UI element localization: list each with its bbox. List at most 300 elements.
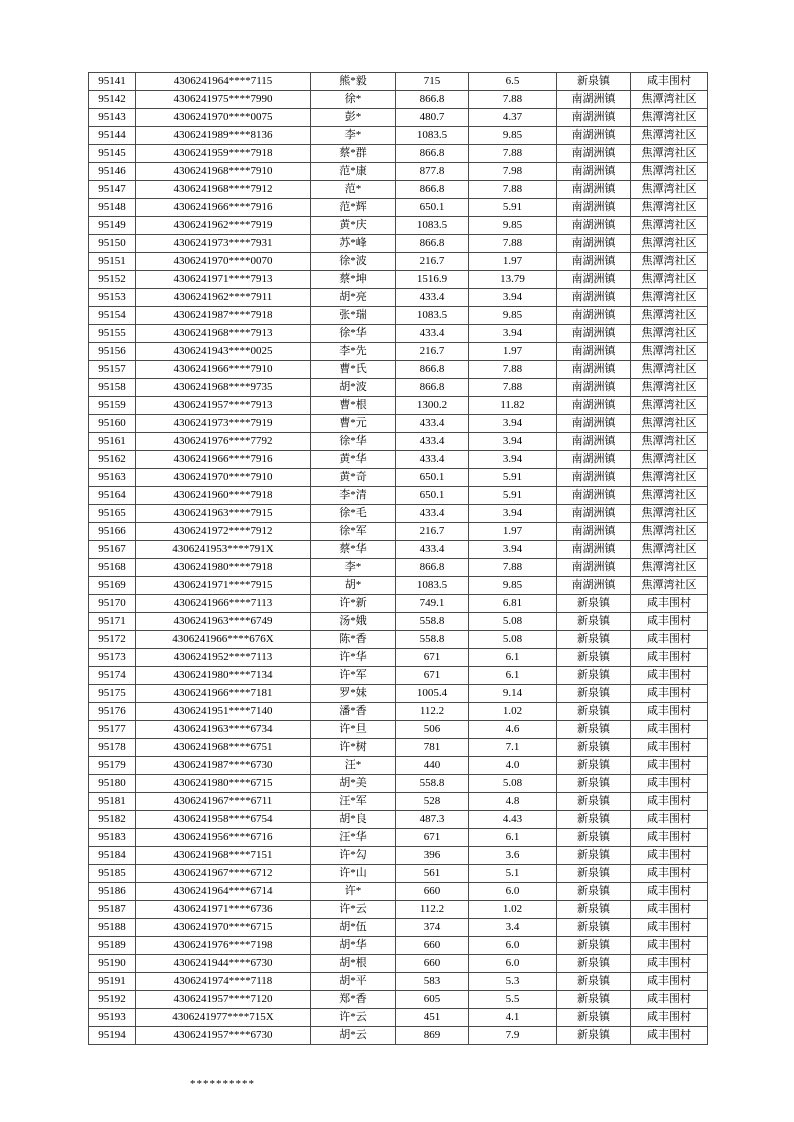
rate-cell: 7.88 [469,559,557,577]
id-number-cell: 4306241970****0070 [136,253,311,271]
village-cell: 焦潭湾社区 [631,343,708,361]
table-row [89,523,708,541]
beneficiary-table [88,72,708,1045]
town-cell: 南湖洲镇 [557,397,631,415]
name-cell: 徐*华 [311,433,396,451]
amount-cell: 506 [396,721,469,739]
name-cell: 黄*华 [311,451,396,469]
village-cell: 焦潭湾社区 [631,145,708,163]
rate-cell: 7.88 [469,235,557,253]
name-cell: 张*瑞 [311,307,396,325]
town-cell: 新泉镇 [557,955,631,973]
table-row [89,145,708,163]
id-number-cell: 4306241957****7913 [136,397,311,415]
id-number-cell: 4306241962****7911 [136,289,311,307]
rate-cell: 5.91 [469,487,557,505]
town-cell: 新泉镇 [557,685,631,703]
id-number-cell: 4306241967****6711 [136,793,311,811]
village-cell: 焦潭湾社区 [631,523,708,541]
town-cell: 新泉镇 [557,613,631,631]
id-number-cell: 4306241957****6730 [136,1027,311,1045]
amount-cell: 660 [396,955,469,973]
table-row [89,127,708,145]
town-cell: 南湖洲镇 [557,577,631,595]
table-row [89,919,708,937]
name-cell: 李* [311,559,396,577]
id-number-cell: 4306241977****715X [136,1009,311,1027]
village-cell: 咸丰围村 [631,901,708,919]
serial-number-cell: 95188 [89,919,136,937]
village-cell: 焦潭湾社区 [631,271,708,289]
id-number-cell: 4306241967****6712 [136,865,311,883]
table-row [89,505,708,523]
village-cell: 咸丰围村 [631,811,708,829]
table-row [89,253,708,271]
table-row [89,73,708,91]
name-cell: 范* [311,181,396,199]
rate-cell: 7.88 [469,379,557,397]
table-row [89,595,708,613]
serial-number-cell: 95180 [89,775,136,793]
id-number-cell: 4306241989****8136 [136,127,311,145]
town-cell: 新泉镇 [557,739,631,757]
table-row [89,271,708,289]
serial-number-cell: 95148 [89,199,136,217]
amount-cell: 480.7 [396,109,469,127]
town-cell: 新泉镇 [557,631,631,649]
name-cell: 范*康 [311,163,396,181]
town-cell: 南湖洲镇 [557,433,631,451]
serial-number-cell: 95172 [89,631,136,649]
amount-cell: 866.8 [396,361,469,379]
id-number-cell: 4306241963****7915 [136,505,311,523]
name-cell: 徐*毛 [311,505,396,523]
village-cell: 焦潭湾社区 [631,163,708,181]
town-cell: 南湖洲镇 [557,361,631,379]
id-number-cell: 4306241968****7913 [136,325,311,343]
town-cell: 南湖洲镇 [557,325,631,343]
serial-number-cell: 95182 [89,811,136,829]
id-number-cell: 4306241971****7915 [136,577,311,595]
town-cell: 南湖洲镇 [557,379,631,397]
amount-cell: 558.8 [396,613,469,631]
amount-cell: 866.8 [396,559,469,577]
town-cell: 南湖洲镇 [557,289,631,307]
rate-cell: 3.94 [469,541,557,559]
village-cell: 焦潭湾社区 [631,541,708,559]
name-cell: 潘*香 [311,703,396,721]
id-number-cell: 4306241966****676X [136,631,311,649]
id-number-cell: 4306241956****6716 [136,829,311,847]
rate-cell: 6.0 [469,955,557,973]
table-row [89,1009,708,1027]
serial-number-cell: 95146 [89,163,136,181]
name-cell: 胡*根 [311,955,396,973]
amount-cell: 866.8 [396,145,469,163]
id-number-cell: 4306241943****0025 [136,343,311,361]
village-cell: 咸丰围村 [631,1009,708,1027]
serial-number-cell: 95166 [89,523,136,541]
name-cell: 郑*香 [311,991,396,1009]
town-cell: 南湖洲镇 [557,127,631,145]
id-number-cell: 4306241980****7134 [136,667,311,685]
table-row [89,109,708,127]
village-cell: 咸丰围村 [631,667,708,685]
serial-number-cell: 95160 [89,415,136,433]
table-row [89,901,708,919]
name-cell: 苏*峰 [311,235,396,253]
amount-cell: 715 [396,73,469,91]
town-cell: 新泉镇 [557,847,631,865]
rate-cell: 4.0 [469,757,557,775]
serial-number-cell: 95142 [89,91,136,109]
town-cell: 新泉镇 [557,865,631,883]
town-cell: 新泉镇 [557,703,631,721]
table-row [89,343,708,361]
amount-cell: 605 [396,991,469,1009]
id-number-cell: 4306241973****7919 [136,415,311,433]
serial-number-cell: 95191 [89,973,136,991]
serial-number-cell: 95185 [89,865,136,883]
table-row [89,793,708,811]
town-cell: 南湖洲镇 [557,469,631,487]
name-cell: 胡*华 [311,937,396,955]
serial-number-cell: 95193 [89,1009,136,1027]
serial-number-cell: 95152 [89,271,136,289]
serial-number-cell: 95177 [89,721,136,739]
rate-cell: 3.94 [469,433,557,451]
serial-number-cell: 95171 [89,613,136,631]
amount-cell: 650.1 [396,487,469,505]
town-cell: 新泉镇 [557,901,631,919]
amount-cell: 433.4 [396,451,469,469]
serial-number-cell: 95144 [89,127,136,145]
village-cell: 焦潭湾社区 [631,235,708,253]
town-cell: 南湖洲镇 [557,109,631,127]
serial-number-cell: 95179 [89,757,136,775]
id-number-cell: 4306241980****6715 [136,775,311,793]
amount-cell: 374 [396,919,469,937]
table-row [89,829,708,847]
town-cell: 南湖洲镇 [557,541,631,559]
amount-cell: 433.4 [396,415,469,433]
amount-cell: 112.2 [396,901,469,919]
village-cell: 咸丰围村 [631,919,708,937]
rate-cell: 6.0 [469,883,557,901]
name-cell: 徐*波 [311,253,396,271]
table-row [89,649,708,667]
town-cell: 新泉镇 [557,721,631,739]
serial-number-cell: 95175 [89,685,136,703]
rate-cell: 13.79 [469,271,557,289]
id-number-cell: 4306241959****7918 [136,145,311,163]
id-number-cell: 4306241957****7120 [136,991,311,1009]
amount-cell: 558.8 [396,775,469,793]
rate-cell: 9.85 [469,127,557,145]
rate-cell: 6.5 [469,73,557,91]
village-cell: 焦潭湾社区 [631,559,708,577]
rate-cell: 4.6 [469,721,557,739]
amount-cell: 877.8 [396,163,469,181]
id-number-cell: 4306241951****7140 [136,703,311,721]
serial-number-cell: 95184 [89,847,136,865]
table-row [89,307,708,325]
name-cell: 汪* [311,757,396,775]
id-number-cell: 4306241966****7181 [136,685,311,703]
table-row [89,289,708,307]
serial-number-cell: 95186 [89,883,136,901]
table-row [89,541,708,559]
serial-number-cell: 95167 [89,541,136,559]
name-cell: 许*军 [311,667,396,685]
town-cell: 新泉镇 [557,757,631,775]
serial-number-cell: 95156 [89,343,136,361]
name-cell: 胡*伍 [311,919,396,937]
partial-row-masked-text: ********** [190,1078,255,1086]
serial-number-cell: 95187 [89,901,136,919]
town-cell: 南湖洲镇 [557,145,631,163]
name-cell: 陈*香 [311,631,396,649]
village-cell: 焦潭湾社区 [631,361,708,379]
village-cell: 焦潭湾社区 [631,415,708,433]
id-number-cell: 4306241963****6734 [136,721,311,739]
town-cell: 南湖洲镇 [557,523,631,541]
rate-cell: 1.02 [469,901,557,919]
table-row [89,847,708,865]
village-cell: 焦潭湾社区 [631,577,708,595]
name-cell: 曹*氏 [311,361,396,379]
amount-cell: 433.4 [396,325,469,343]
rate-cell: 9.85 [469,217,557,235]
id-number-cell: 4306241964****7115 [136,73,311,91]
name-cell: 曹*元 [311,415,396,433]
name-cell: 蔡*群 [311,145,396,163]
village-cell: 咸丰围村 [631,73,708,91]
table-row [89,559,708,577]
serial-number-cell: 95176 [89,703,136,721]
name-cell: 黄*庆 [311,217,396,235]
rate-cell: 3.4 [469,919,557,937]
amount-cell: 866.8 [396,379,469,397]
town-cell: 新泉镇 [557,829,631,847]
table-row [89,199,708,217]
amount-cell: 869 [396,1027,469,1045]
table-row [89,937,708,955]
amount-cell: 440 [396,757,469,775]
name-cell: 许*云 [311,901,396,919]
rate-cell: 9.14 [469,685,557,703]
rate-cell: 9.85 [469,307,557,325]
village-cell: 焦潭湾社区 [631,91,708,109]
village-cell: 咸丰围村 [631,829,708,847]
partial-next-row [88,1078,707,1086]
town-cell: 新泉镇 [557,793,631,811]
id-number-cell: 4306241970****6715 [136,919,311,937]
id-number-cell: 4306241974****7118 [136,973,311,991]
name-cell: 汤*娥 [311,613,396,631]
town-cell: 新泉镇 [557,667,631,685]
village-cell: 焦潭湾社区 [631,325,708,343]
rate-cell: 7.88 [469,181,557,199]
village-cell: 咸丰围村 [631,955,708,973]
village-cell: 咸丰围村 [631,775,708,793]
serial-number-cell: 95194 [89,1027,136,1045]
name-cell: 胡* [311,577,396,595]
town-cell: 南湖洲镇 [557,559,631,577]
town-cell: 南湖洲镇 [557,217,631,235]
table-row [89,811,708,829]
name-cell: 许*树 [311,739,396,757]
serial-number-cell: 95150 [89,235,136,253]
table-row [89,667,708,685]
serial-number-cell: 95164 [89,487,136,505]
serial-number-cell: 95157 [89,361,136,379]
village-cell: 焦潭湾社区 [631,397,708,415]
serial-number-cell: 95147 [89,181,136,199]
amount-cell: 396 [396,847,469,865]
serial-number-cell: 95151 [89,253,136,271]
table-row [89,487,708,505]
id-number-cell: 4306241966****7113 [136,595,311,613]
id-number-cell: 4306241963****6749 [136,613,311,631]
name-cell: 徐*军 [311,523,396,541]
id-number-cell: 4306241987****7918 [136,307,311,325]
serial-number-cell: 95183 [89,829,136,847]
town-cell: 新泉镇 [557,937,631,955]
rate-cell: 7.88 [469,361,557,379]
village-cell: 焦潭湾社区 [631,451,708,469]
village-cell: 焦潭湾社区 [631,181,708,199]
amount-cell: 433.4 [396,433,469,451]
name-cell: 许*华 [311,649,396,667]
table-row [89,379,708,397]
name-cell: 范*辉 [311,199,396,217]
rate-cell: 7.88 [469,91,557,109]
serial-number-cell: 95141 [89,73,136,91]
town-cell: 新泉镇 [557,73,631,91]
amount-cell: 866.8 [396,235,469,253]
name-cell: 胡*波 [311,379,396,397]
village-cell: 咸丰围村 [631,703,708,721]
amount-cell: 216.7 [396,253,469,271]
table-row [89,217,708,235]
serial-number-cell: 95165 [89,505,136,523]
table-row [89,955,708,973]
name-cell: 熊*毅 [311,73,396,91]
name-cell: 蔡*坤 [311,271,396,289]
village-cell: 咸丰围村 [631,739,708,757]
id-number-cell: 4306241975****7990 [136,91,311,109]
id-number-cell: 4306241962****7919 [136,217,311,235]
town-cell: 新泉镇 [557,649,631,667]
id-number-cell: 4306241971****6736 [136,901,311,919]
town-cell: 南湖洲镇 [557,199,631,217]
rate-cell: 5.08 [469,775,557,793]
rate-cell: 3.94 [469,505,557,523]
serial-number-cell: 95181 [89,793,136,811]
village-cell: 咸丰围村 [631,613,708,631]
name-cell: 蔡*华 [311,541,396,559]
rate-cell: 5.91 [469,469,557,487]
village-cell: 咸丰围村 [631,883,708,901]
amount-cell: 112.2 [396,703,469,721]
id-number-cell: 4306241966****7910 [136,361,311,379]
rate-cell: 3.94 [469,451,557,469]
rate-cell: 4.8 [469,793,557,811]
rate-cell: 1.97 [469,523,557,541]
table-row [89,991,708,1009]
id-number-cell: 4306241952****7113 [136,649,311,667]
village-cell: 咸丰围村 [631,757,708,775]
rate-cell: 7.9 [469,1027,557,1045]
serial-number-cell: 95190 [89,955,136,973]
table-row [89,163,708,181]
rate-cell: 6.0 [469,937,557,955]
table-row [89,235,708,253]
name-cell: 许* [311,883,396,901]
table-row [89,703,708,721]
amount-cell: 583 [396,973,469,991]
rate-cell: 5.1 [469,865,557,883]
table-row [89,397,708,415]
village-cell: 焦潭湾社区 [631,307,708,325]
village-cell: 咸丰围村 [631,937,708,955]
town-cell: 新泉镇 [557,991,631,1009]
table-row [89,739,708,757]
town-cell: 南湖洲镇 [557,451,631,469]
town-cell: 南湖洲镇 [557,343,631,361]
table-row [89,469,708,487]
rate-cell: 4.1 [469,1009,557,1027]
rate-cell: 1.97 [469,253,557,271]
village-cell: 咸丰围村 [631,595,708,613]
table-row [89,577,708,595]
table-row [89,883,708,901]
table-row [89,451,708,469]
town-cell: 南湖洲镇 [557,235,631,253]
name-cell: 许*云 [311,1009,396,1027]
amount-cell: 1083.5 [396,307,469,325]
serial-number-cell: 95163 [89,469,136,487]
rate-cell: 4.37 [469,109,557,127]
table-row [89,181,708,199]
table-row [89,775,708,793]
amount-cell: 528 [396,793,469,811]
name-cell: 胡*云 [311,1027,396,1045]
id-number-cell: 4306241970****7910 [136,469,311,487]
rate-cell: 3.94 [469,415,557,433]
village-cell: 焦潭湾社区 [631,505,708,523]
table-row [89,433,708,451]
village-cell: 咸丰围村 [631,847,708,865]
town-cell: 新泉镇 [557,775,631,793]
town-cell: 新泉镇 [557,595,631,613]
village-cell: 焦潭湾社区 [631,217,708,235]
table-row [89,1027,708,1045]
id-number-cell: 4306241976****7792 [136,433,311,451]
name-cell: 徐*华 [311,325,396,343]
id-number-cell: 4306241968****9735 [136,379,311,397]
amount-cell: 781 [396,739,469,757]
table-row [89,91,708,109]
amount-cell: 671 [396,829,469,847]
town-cell: 南湖洲镇 [557,253,631,271]
amount-cell: 1083.5 [396,577,469,595]
serial-number-cell: 95161 [89,433,136,451]
amount-cell: 433.4 [396,541,469,559]
serial-number-cell: 95153 [89,289,136,307]
table-row [89,415,708,433]
